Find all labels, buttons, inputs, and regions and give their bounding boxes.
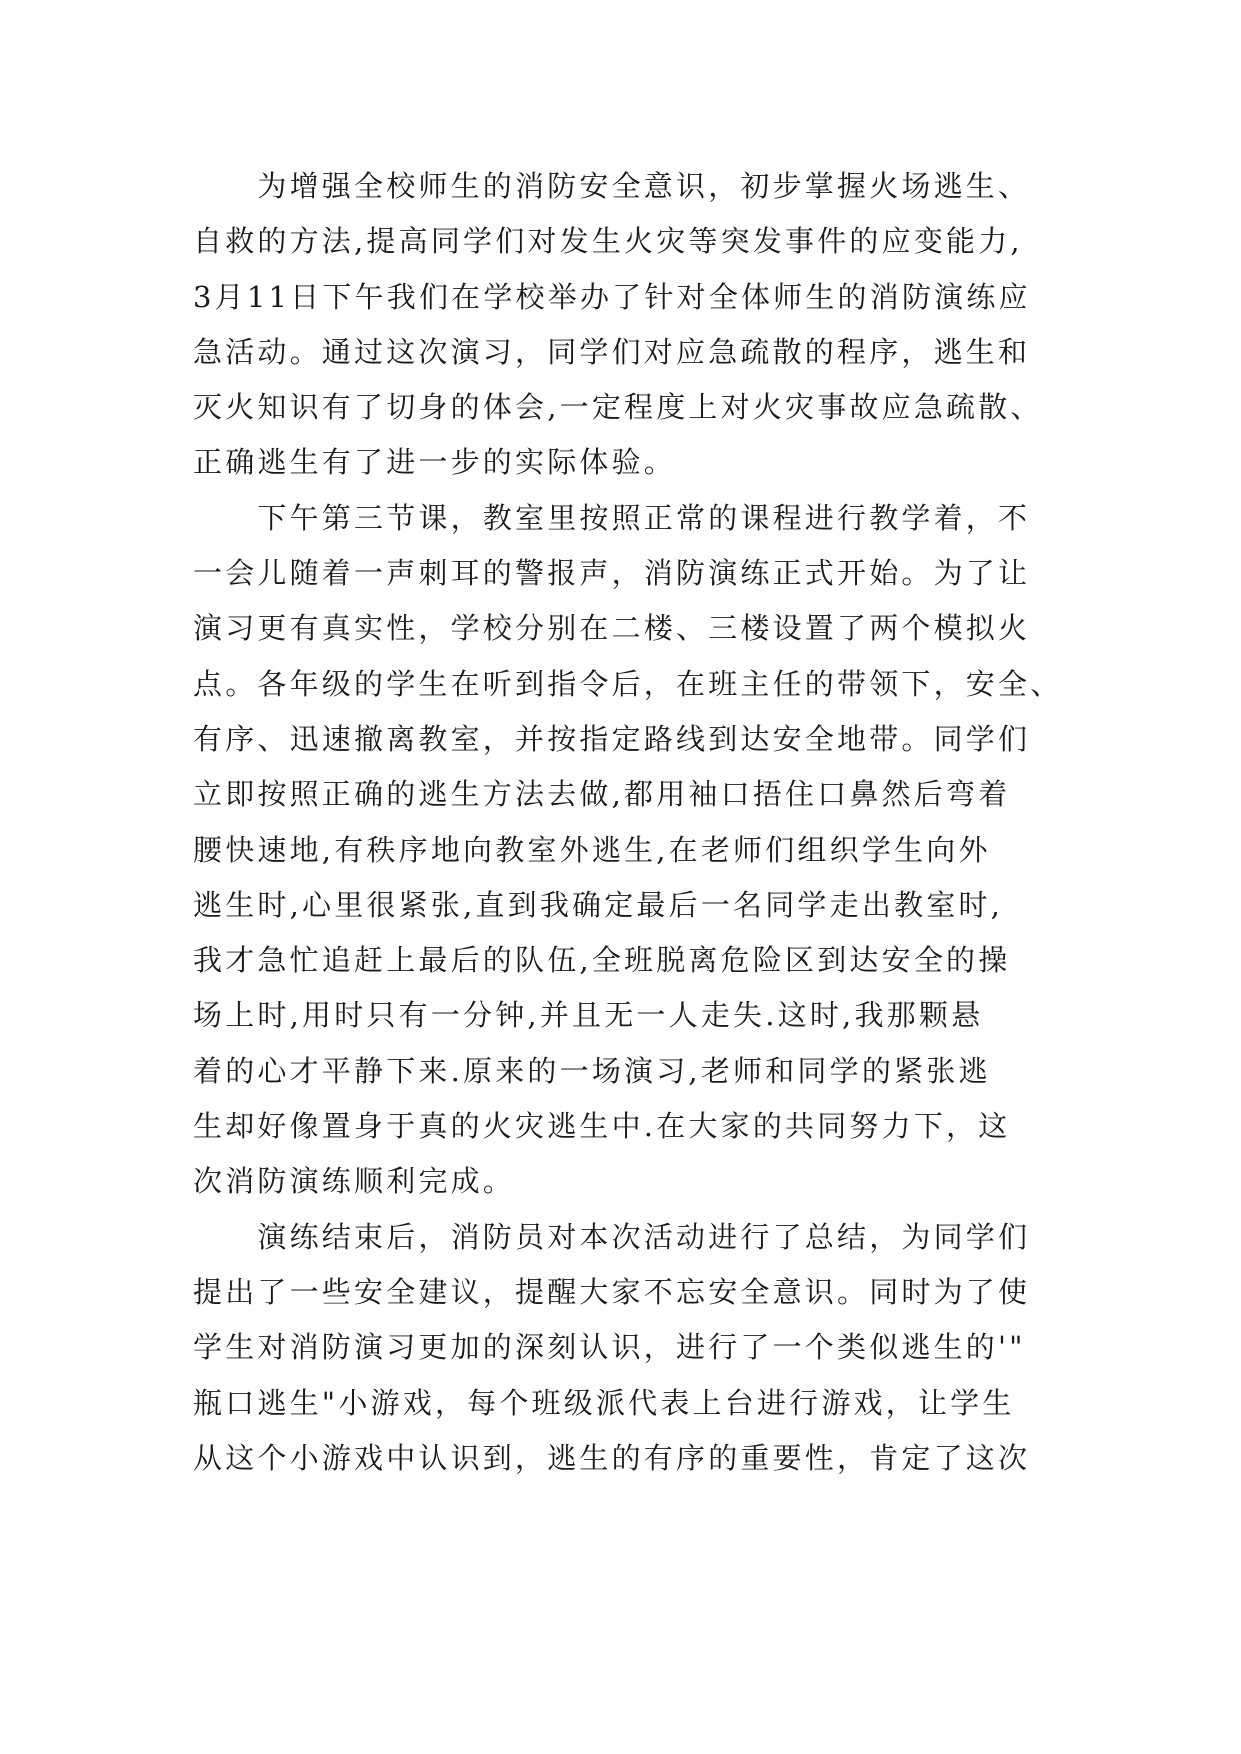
text-line: 腰快速地,有秩序地向教室外逃生,在老师们组织学生向外 <box>193 832 991 867</box>
text-line: 我才急忙追赶上最后的队伍,全班脱离危险区到达安全的操 <box>193 943 1011 978</box>
text-line: 从这个小游戏中认识到，逃生的有序的重要性，肯定了这次 <box>193 1440 1031 1475</box>
text-line: 学生对消防演习更加的深刻认识，进行了一个类似逃生的'" <box>193 1330 1026 1365</box>
paragraph <box>193 1210 1053 1486</box>
text-line: 下午第三节课，教室里按照正常的课程进行教学着，不 <box>193 500 1031 535</box>
text-line: 为增强全校师生的消防安全意识，初步掌握火场逃生、 <box>193 169 1031 203</box>
text-line: 场上时,用时只有一分钟,并且无一人走失.这时,我那颗悬 <box>193 998 984 1033</box>
text-line: 急活动。通过这次演习，同学们对应急疏散的程序，逃生和 <box>193 334 1031 369</box>
text-line: 立即按照正确的逃生方法去做,都用袖口捂住口鼻然后弯着 <box>193 777 1011 812</box>
text-line: 着的心才平静下来.原来的一场演习,老师和同学的紧张逃 <box>193 1053 991 1088</box>
text-line: 正确逃生有了进一步的实际体验。 <box>193 445 677 480</box>
text-line: 一会儿随着一声刺耳的警报声，消防演练正式开始。为了让 <box>193 556 1031 591</box>
text-line: 灭火知识有了切身的体会,一定程度上对火灾事故应急疏散、 <box>193 390 1043 425</box>
text-line: 有序、迅速撤离教室，并按指定路线到达安全地带。同学们 <box>193 721 1031 756</box>
text-line: 瓶口逃生"小游戏，每个班级派代表上台进行游戏，让学生 <box>193 1385 1015 1420</box>
text-line: 生却好像置身于真的火灾逃生中.在大家的共同努力下，这 <box>193 1109 1011 1144</box>
text-line: 自救的方法,提高同学们对发生火灾等突发事件的应变能力, <box>193 224 1023 259</box>
text-line: 提出了一些安全建议，提醒大家不忘安全意识。同时为了使 <box>193 1274 1031 1309</box>
paragraph <box>193 159 1053 491</box>
text-line: 演习更有真实性，学校分别在二楼、三楼设置了两个模拟火 <box>193 611 1031 646</box>
text-line: 次消防演练顺利完成。 <box>193 1164 516 1199</box>
text-line: 逃生时,心里很紧张,直到我确定最后一名同学走出教室时, <box>193 887 1004 922</box>
text-line: 点。各年级的学生在听到指令后，在班主任的带领下，安全、 <box>193 666 1063 701</box>
text-line: 3月11日下午我们在学校举办了针对全体师生的消防演练应 <box>193 279 1031 314</box>
document-body <box>193 159 1063 1486</box>
paragraph <box>193 491 1063 1210</box>
text-line: 演练结束后，消防员对本次活动进行了总结，为同学们 <box>193 1219 1031 1254</box>
